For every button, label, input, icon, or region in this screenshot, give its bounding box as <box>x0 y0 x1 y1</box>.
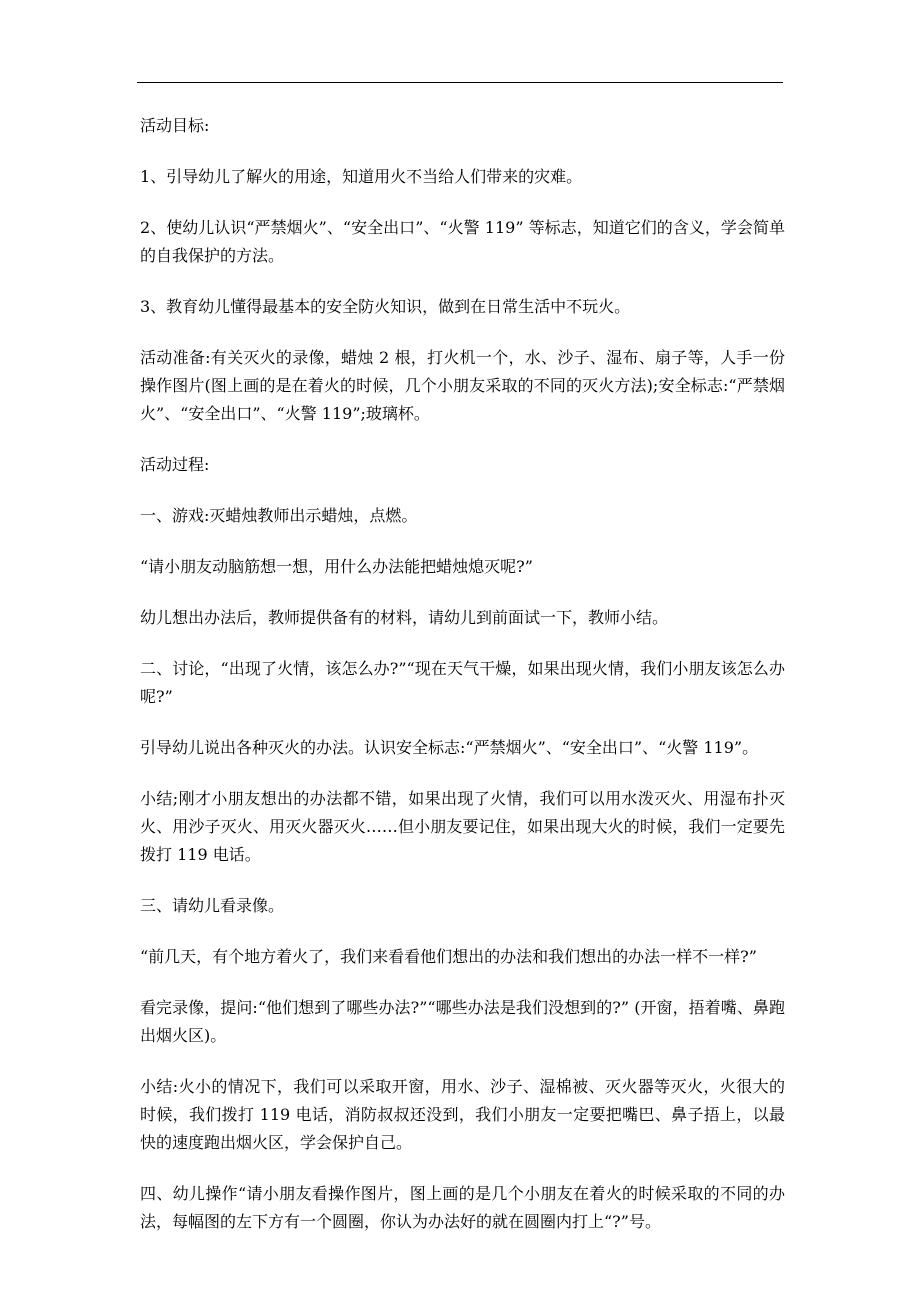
step-2-summary: 小结;刚才小朋友想出的办法都不错，如果出现了火情，我们可以用水泼灭火、用湿布扑灭火、用沙子灭火、用灭火器灭火……但小朋友要记住，如果出现大火的时候，我们一定要先拨打 119 电话。 <box>140 789 785 864</box>
step-2-paragraph: 引导幼儿说出各种灭火的办法。认识安全标志:“严禁烟火”、“安全出口”、“火警 119”。 <box>140 738 759 757</box>
step-3-paragraph: 看完录像，提问:“他们想到了哪些办法?”“哪些办法是我们没想到的?” (开窗，捂着嘴、鼻跑出烟火区)。 <box>140 998 785 1045</box>
preparation-paragraph: 活动准备:有关灭火的录像，蜡烛 2 根，打火机一个，水、沙子、湿布、扇子等，人手一份操作图片(图上画的是在着火的时候，几个小朋友采取的不同的灭火方法);安全标志:“严禁烟火”、“安全出口”、“火警 119”;玻璃杯。 <box>140 348 785 423</box>
step-3-heading: 三、请幼儿看录像。 <box>140 896 285 915</box>
step-4-paragraph: 四、幼儿操作“请小朋友看操作图片，图上画的是几个小朋友在着火的时候采取的不同的办法，每幅图的左下方有一个圆圈，你认为办法好的就在圆圈内打上“?”号。 <box>140 1184 785 1231</box>
step-3-quote: “前几天，有个地方着火了，我们来看看他们想出的办法和我们想出的办法一样不一样?” <box>140 947 757 966</box>
step-1-heading: 一、游戏:灭蜡烛教师出示蜡烛，点燃。 <box>140 506 418 525</box>
header-rule <box>137 82 783 83</box>
section-heading-process: 活动过程: <box>140 455 210 474</box>
step-3-summary: 小结:火小的情况下，我们可以采取开窗，用水、沙子、湿棉被、灭火器等灭火，火很大的时候，我们拨打 119 电话，消防叔叔还没到，我们小朋友一定要把嘴巴、鼻子捂上，以最快的速度跑出烟火区，学会保护自己。 <box>140 1077 785 1152</box>
step-2-heading: 二、讨论，“出现了火情，该怎么办?”“现在天气干燥，如果出现火情，我们小朋友该怎么办呢?” <box>140 659 785 706</box>
section-heading-goals: 活动目标: <box>140 116 210 135</box>
goal-item-2: 2、使幼儿认识“严禁烟火”、“安全出口”、“火警 119” 等标志，知道它们的含义，学会简单的自我保护的方法。 <box>140 218 785 265</box>
step-1-paragraph: 幼儿想出办法后，教师提供备有的材料，请幼儿到前面试一下，教师小结。 <box>140 608 669 627</box>
goal-item-3: 3、教育幼儿懂得最基本的安全防火知识，做到在日常生活中不玩火。 <box>140 297 631 316</box>
step-1-quote: “请小朋友动脑筋想一想，用什么办法能把蜡烛熄灭呢?” <box>140 557 533 576</box>
goal-item-1: 1、引导幼儿了解火的用途，知道用火不当给人们带来的灾难。 <box>140 167 583 186</box>
document-body <box>140 112 785 1259</box>
